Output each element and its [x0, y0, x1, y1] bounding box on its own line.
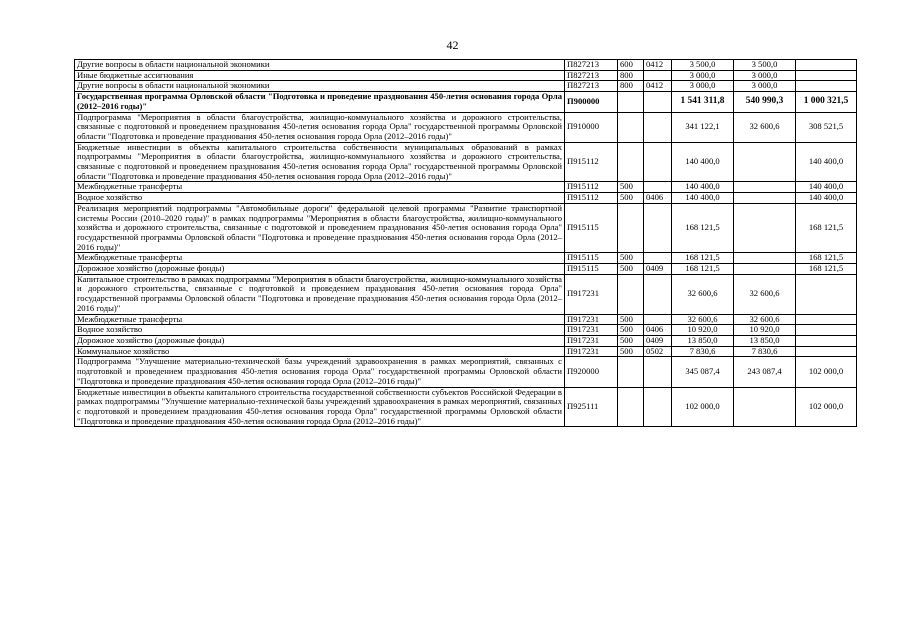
- table-row: [75, 357, 857, 387]
- expense-type-cell: 500: [618, 253, 644, 264]
- expense-type-cell: 500: [618, 314, 644, 325]
- amount-column-3-cell: 168 121,5: [796, 203, 857, 253]
- amount-column-3-cell: 140 400,0: [796, 193, 857, 204]
- section-code-cell: [644, 357, 672, 387]
- table-row: [75, 112, 857, 142]
- expense-type-cell: 500: [618, 335, 644, 346]
- section-code-cell: 0406: [644, 325, 672, 336]
- target-article-code-cell: П827213: [565, 81, 618, 92]
- total-amount-cell: 341 122,1: [672, 112, 734, 142]
- target-article-code-cell: П827213: [565, 60, 618, 71]
- amount-column-3-cell: 168 121,5: [796, 253, 857, 264]
- row-name-cell: Государственная программа Орловской области "Подготовка и проведение празднования 450-летия основания города Орла (2012–2016 годы)": [75, 92, 565, 112]
- amount-column-3-cell: [796, 274, 857, 314]
- section-code-cell: 0502: [644, 346, 672, 357]
- amount-column-2-cell: [734, 193, 796, 204]
- row-name-cell: Межбюджетные трансферты: [75, 314, 565, 325]
- amount-column-3-cell: [796, 346, 857, 357]
- section-code-cell: [644, 387, 672, 427]
- table-row: [75, 203, 857, 253]
- total-amount-cell: 10 920,0: [672, 325, 734, 336]
- amount-column-2-cell: [734, 182, 796, 193]
- expense-type-cell: [618, 92, 644, 112]
- amount-column-3-cell: 102 000,0: [796, 357, 857, 387]
- section-code-cell: [644, 142, 672, 182]
- expense-type-cell: 500: [618, 346, 644, 357]
- section-code-cell: 0409: [644, 264, 672, 275]
- section-code-cell: 0412: [644, 81, 672, 92]
- expense-type-cell: [618, 203, 644, 253]
- amount-column-3-cell: 1 000 321,5: [796, 92, 857, 112]
- page-number: 42: [446, 38, 459, 52]
- total-amount-cell: 3 000,0: [672, 70, 734, 81]
- expense-type-cell: [618, 112, 644, 142]
- expense-type-cell: [618, 357, 644, 387]
- budget-table-body: [75, 60, 857, 427]
- total-amount-cell: 140 400,0: [672, 182, 734, 193]
- target-article-code-cell: П917231: [565, 274, 618, 314]
- section-code-cell: [644, 203, 672, 253]
- row-name-cell: Бюджетные инвестиции в объекты капитального строительства государственной собственности субъектов Российской Федерации в рамках подпрограммы "Улучшение материально-технической базы учреждений здравоохранения в рамках мероприятий, связанных с подготовкой и проведением празднования 450-летия основания города Орла" государственной программы Орловской области "Подготовка и проведение празднования 450-летия основания города Орла (2012–2016 годы)": [75, 387, 565, 427]
- amount-column-2-cell: 243 087,4: [734, 357, 796, 387]
- target-article-code-cell: П920000: [565, 357, 618, 387]
- amount-column-3-cell: 140 400,0: [796, 142, 857, 182]
- section-code-cell: 0409: [644, 335, 672, 346]
- amount-column-2-cell: 540 990,3: [734, 92, 796, 112]
- amount-column-2-cell: 32 600,6: [734, 112, 796, 142]
- total-amount-cell: 3 500,0: [672, 60, 734, 71]
- row-name-cell: Другие вопросы в области национальной экономики: [75, 81, 565, 92]
- table-row: [75, 314, 857, 325]
- row-name-cell: Межбюджетные трансферты: [75, 253, 565, 264]
- target-article-code-cell: П915112: [565, 182, 618, 193]
- row-name-cell: Иные бюджетные ассигнования: [75, 70, 565, 81]
- target-article-code-cell: П917231: [565, 314, 618, 325]
- target-article-code-cell: П917231: [565, 335, 618, 346]
- table-row: [75, 70, 857, 81]
- section-code-cell: [644, 70, 672, 81]
- total-amount-cell: 32 600,6: [672, 314, 734, 325]
- row-name-cell: Дорожное хозяйство (дорожные фонды): [75, 335, 565, 346]
- amount-column-2-cell: 3 000,0: [734, 81, 796, 92]
- total-amount-cell: 140 400,0: [672, 193, 734, 204]
- row-name-cell: Капитальное строительство в рамках подпрограммы "Мероприятия в области благоустройства, жилищно-коммунального хозяйства и дорожного строительства, связанные с подготовкой и проведением празднования 450-летия основания города Орла" государственной программы Орловской области "Подготовка и проведение празднования 450-летия основания города Орла (2012–2016 годы)": [75, 274, 565, 314]
- section-code-cell: [644, 274, 672, 314]
- row-name-cell: Подпрограмма "Мероприятия в области благоустройства, жилищно-коммунального хозяйства и дорожного строительства, связанные с подготовкой и проведением празднования 450-летия основания города Орла" государственной программы Орловской области "Подготовка и проведение празднования 450-летия основания города Орла (2012–2016 годы)": [75, 112, 565, 142]
- expense-type-cell: [618, 387, 644, 427]
- section-code-cell: 0412: [644, 60, 672, 71]
- expense-type-cell: 800: [618, 81, 644, 92]
- expense-type-cell: [618, 142, 644, 182]
- table-row: [75, 387, 857, 427]
- amount-column-3-cell: [796, 335, 857, 346]
- total-amount-cell: 140 400,0: [672, 142, 734, 182]
- total-amount-cell: 345 087,4: [672, 357, 734, 387]
- budget-table: [74, 59, 857, 427]
- expense-type-cell: 500: [618, 325, 644, 336]
- amount-column-2-cell: 3 000,0: [734, 70, 796, 81]
- total-amount-cell: 13 850,0: [672, 335, 734, 346]
- amount-column-3-cell: 168 121,5: [796, 264, 857, 275]
- table-row: [75, 335, 857, 346]
- amount-column-2-cell: 10 920,0: [734, 325, 796, 336]
- amount-column-3-cell: [796, 325, 857, 336]
- amount-column-3-cell: 140 400,0: [796, 182, 857, 193]
- expense-type-cell: 500: [618, 182, 644, 193]
- target-article-code-cell: П917231: [565, 325, 618, 336]
- expense-type-cell: [618, 274, 644, 314]
- table-row: [75, 264, 857, 275]
- section-code-cell: [644, 314, 672, 325]
- total-amount-cell: 168 121,5: [672, 264, 734, 275]
- row-name-cell: Дорожное хозяйство (дорожные фонды): [75, 264, 565, 275]
- expense-type-cell: 600: [618, 60, 644, 71]
- target-article-code-cell: П915112: [565, 142, 618, 182]
- expense-type-cell: 800: [618, 70, 644, 81]
- target-article-code-cell: П910000: [565, 112, 618, 142]
- row-name-cell: Реализация мероприятий подпрограммы "Автомобильные дороги" федеральной целевой программы "Развитие транспортной системы России (2010–2020 годы)" в рамках подпрограммы "Мероприятия в области благоустройства, жилищно-коммунального хозяйства и дорожного строительства, связанные с подготовкой и проведением празднования 450-летия основания города Орла" государственной программы Орловской области "Подготовка и проведение празднования 450-летия основания города Орла (2012–2016 годы)": [75, 203, 565, 253]
- target-article-code-cell: П915112: [565, 193, 618, 204]
- expense-type-cell: 500: [618, 264, 644, 275]
- amount-column-3-cell: [796, 60, 857, 71]
- total-amount-cell: 7 830,6: [672, 346, 734, 357]
- table-row: [75, 92, 857, 112]
- amount-column-2-cell: 32 600,6: [734, 274, 796, 314]
- amount-column-3-cell: 102 000,0: [796, 387, 857, 427]
- section-code-cell: [644, 92, 672, 112]
- row-name-cell: Другие вопросы в области национальной экономики: [75, 60, 565, 71]
- row-name-cell: Бюджетные инвестиции в объекты капитального строительства собственности муниципальных образований в рамках подпрограммы "Мероприятия в области благоустройства, жилищно-коммунального хозяйства и дорожного строительства, связанные с подготовкой и проведением празднования 450-летия основания города Орла" государственной программы Орловской области "Подготовка и проведение празднования 450-летия основания города Орла (2012–2016 годы)": [75, 142, 565, 182]
- table-row: [75, 274, 857, 314]
- expense-type-cell: 500: [618, 193, 644, 204]
- total-amount-cell: 32 600,6: [672, 274, 734, 314]
- amount-column-2-cell: [734, 203, 796, 253]
- target-article-code-cell: П900000: [565, 92, 618, 112]
- amount-column-3-cell: [796, 81, 857, 92]
- amount-column-3-cell: 308 521,5: [796, 112, 857, 142]
- row-name-cell: Подпрограмма "Улучшение материально-технической базы учреждений здравоохранения в рамках мероприятий, связанных с подготовкой и проведением празднования 450-летия основания города Орла" государственной программы Орловской области "Подготовка и проведение празднования 450-летия основания города Орла (2012–2016 годы)": [75, 357, 565, 387]
- section-code-cell: [644, 182, 672, 193]
- amount-column-2-cell: [734, 142, 796, 182]
- row-name-cell: Водное хозяйство: [75, 325, 565, 336]
- section-code-cell: [644, 112, 672, 142]
- row-name-cell: Коммунальное хозяйство: [75, 346, 565, 357]
- amount-column-3-cell: [796, 70, 857, 81]
- section-code-cell: 0406: [644, 193, 672, 204]
- row-name-cell: Водное хозяйство: [75, 193, 565, 204]
- total-amount-cell: 1 541 311,8: [672, 92, 734, 112]
- target-article-code-cell: П827213: [565, 70, 618, 81]
- amount-column-2-cell: [734, 387, 796, 427]
- amount-column-2-cell: [734, 253, 796, 264]
- total-amount-cell: 3 000,0: [672, 81, 734, 92]
- amount-column-2-cell: 13 850,0: [734, 335, 796, 346]
- amount-column-2-cell: 32 600,6: [734, 314, 796, 325]
- table-row: [75, 253, 857, 264]
- target-article-code-cell: П915115: [565, 203, 618, 253]
- target-article-code-cell: П925111: [565, 387, 618, 427]
- target-article-code-cell: П917231: [565, 346, 618, 357]
- section-code-cell: [644, 253, 672, 264]
- total-amount-cell: 102 000,0: [672, 387, 734, 427]
- table-row: [75, 81, 857, 92]
- table-row: [75, 182, 857, 193]
- total-amount-cell: 168 121,5: [672, 253, 734, 264]
- table-row: [75, 142, 857, 182]
- target-article-code-cell: П915115: [565, 253, 618, 264]
- table-row: [75, 60, 857, 71]
- amount-column-2-cell: [734, 264, 796, 275]
- row-name-cell: Межбюджетные трансферты: [75, 182, 565, 193]
- table-row: [75, 346, 857, 357]
- table-row: [75, 193, 857, 204]
- table-row: [75, 325, 857, 336]
- amount-column-3-cell: [796, 314, 857, 325]
- target-article-code-cell: П915115: [565, 264, 618, 275]
- amount-column-2-cell: 3 500,0: [734, 60, 796, 71]
- total-amount-cell: 168 121,5: [672, 203, 734, 253]
- amount-column-2-cell: 7 830,6: [734, 346, 796, 357]
